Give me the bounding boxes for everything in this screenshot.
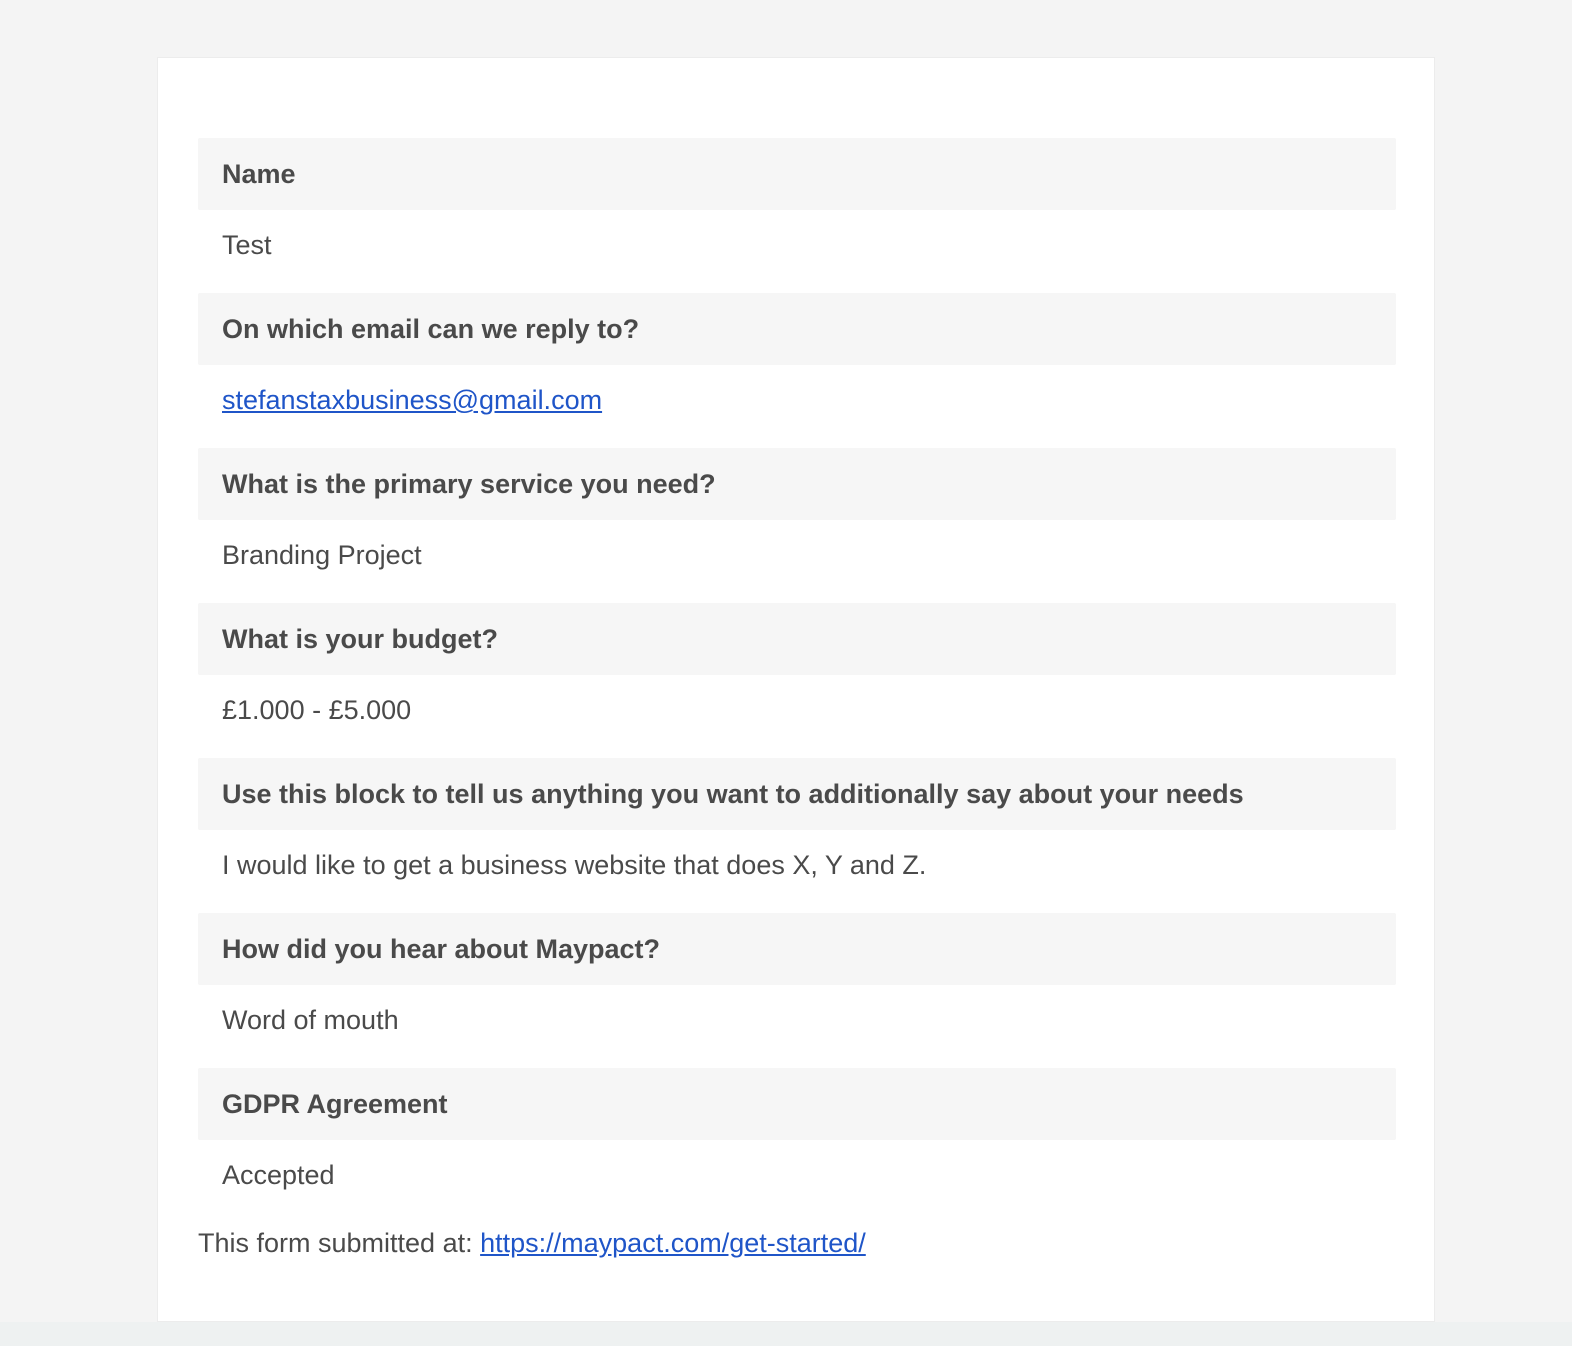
footer-prefix: This form submitted at: <box>198 1228 473 1258</box>
field-label-name: Name <box>198 138 1396 210</box>
field-value-gdpr: Accepted <box>222 1160 335 1190</box>
email-link[interactable]: stefanstaxbusiness@gmail.com <box>222 385 603 415</box>
bottom-strip <box>0 1322 1572 1346</box>
submission-url-link[interactable]: https://maypact.com/get-started/ <box>480 1228 866 1258</box>
email-card <box>157 57 1435 1322</box>
field-label-referral: How did you hear about Maypact? <box>198 913 1396 985</box>
field-value-service: Branding Project <box>222 540 422 570</box>
field-value-additional-needs: I would like to get a business website that does X, Y and Z. <box>222 850 927 880</box>
field-label-budget: What is your budget? <box>198 603 1396 675</box>
field-value-email <box>198 365 1396 448</box>
submission-fields <box>198 138 1396 1223</box>
field-label-email: On which email can we reply to? <box>198 293 1396 365</box>
field-label-service: What is the primary service you need? <box>198 448 1396 520</box>
field-value-budget: £1.000 - £5.000 <box>222 695 412 725</box>
field-label-additional-needs: Use this block to tell us anything you want to additionally say about your needs <box>198 758 1396 830</box>
field-label-gdpr: GDPR Agreement <box>198 1068 1396 1140</box>
field-value-referral: Word of mouth <box>222 1005 399 1035</box>
field-value-name: Test <box>222 230 272 260</box>
submission-footer <box>198 1228 866 1259</box>
